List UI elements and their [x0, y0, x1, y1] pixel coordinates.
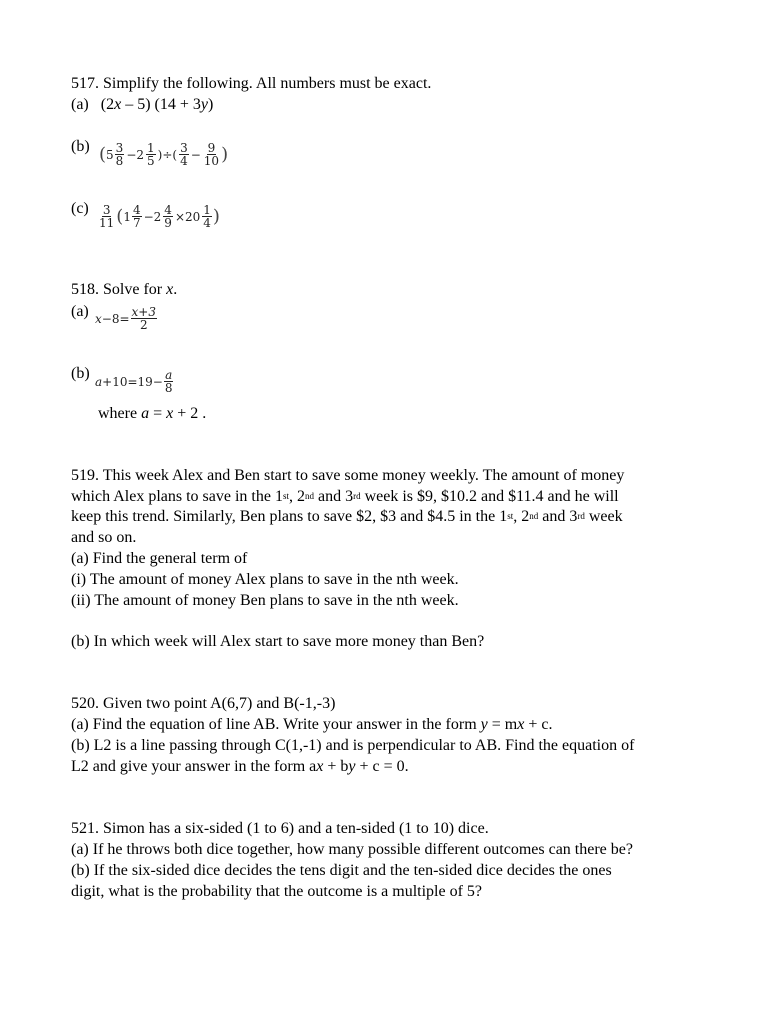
q517-b-formula: ( 5 $\frac{3}{8}$ −2 $\frac{1}{5}$ )÷( $\frac{3}{4}$ − $\frac{9}{10}$ ): [99, 141, 229, 168]
q520-part-b: (b) L2 is a line passing through C(1,-1) and is perpendicular to AB. Find the equation of: [71, 737, 635, 754]
q519-part-a: (a) Find the general term of: [71, 550, 248, 567]
q517-part-c: (c): [71, 200, 89, 217]
q517-c-formula: $\frac{3}{11}$ ( 1 $\frac{4}{7}$ −2 $\frac{4}{9}$ ×20 $\frac{1}{4}$ ): [99, 203, 220, 230]
q519-line-3: keep this trend. Similarly, Ben plans to save $2, $3 and $4.5 in the 1st, 2nd and 3rd week: [71, 508, 623, 525]
q519-part-a-i: (i) The amount of money Alex plans to save in the nth week.: [71, 571, 459, 588]
q517-part-b: (b): [71, 138, 90, 155]
q518-where-clause: where a = x + 2 .: [98, 405, 207, 422]
q518-part-a: (a): [71, 303, 89, 320]
q519-line-2: which Alex plans to save in the 1st, 2nd and 3rd week is $9, $10.2 and $11.4 and he will: [71, 488, 619, 505]
q517-title: 517. Simplify the following. All numbers must be exact.: [71, 75, 432, 92]
q520-part-b-cont: L2 and give your answer in the form ax + by + c = 0.: [71, 758, 409, 775]
q517-part-a: (a) (2x – 5) (14 + 3y): [71, 96, 214, 113]
q518-a-formula: x −8= $\frac{x+3}{2}$: [95, 305, 156, 332]
q521-part-b-cont: digit, what is the probability that the outcome is a multiple of 5?: [71, 883, 483, 900]
q521-line-1: 521. Simon has a six-sided (1 to 6) and a ten-sided (1 to 10) dice.: [71, 820, 489, 837]
q519-line-4: and so on.: [71, 529, 137, 546]
q521-part-b: (b) If the six-sided dice decides the tens digit and the ten-sided dice decides the ones: [71, 862, 612, 879]
q519-part-a-ii: (ii) The amount of money Ben plans to save in the nth week.: [71, 592, 459, 609]
q518-title: 518. Solve for x.: [71, 281, 178, 298]
q519-line-1: 519. This week Alex and Ben start to save some money weekly. The amount of money: [71, 467, 625, 484]
q518-part-b: (b): [71, 365, 90, 382]
q518-b-formula: a +10=19− $\frac{a}{8}$: [95, 368, 173, 395]
q520-part-a: (a) Find the equation of line AB. Write your answer in the form y = mx + c.: [71, 716, 553, 733]
q521-part-a: (a) If he throws both dice together, how many possible different outcomes can there be?: [71, 841, 633, 858]
q519-part-b: (b) In which week will Alex start to save more money than Ben?: [71, 633, 485, 650]
q517-a-expression: (2x – 5) (14 + 3y): [100, 96, 214, 113]
q520-line-1: 520. Given two point A(6,7) and B(-1,-3): [71, 695, 336, 712]
